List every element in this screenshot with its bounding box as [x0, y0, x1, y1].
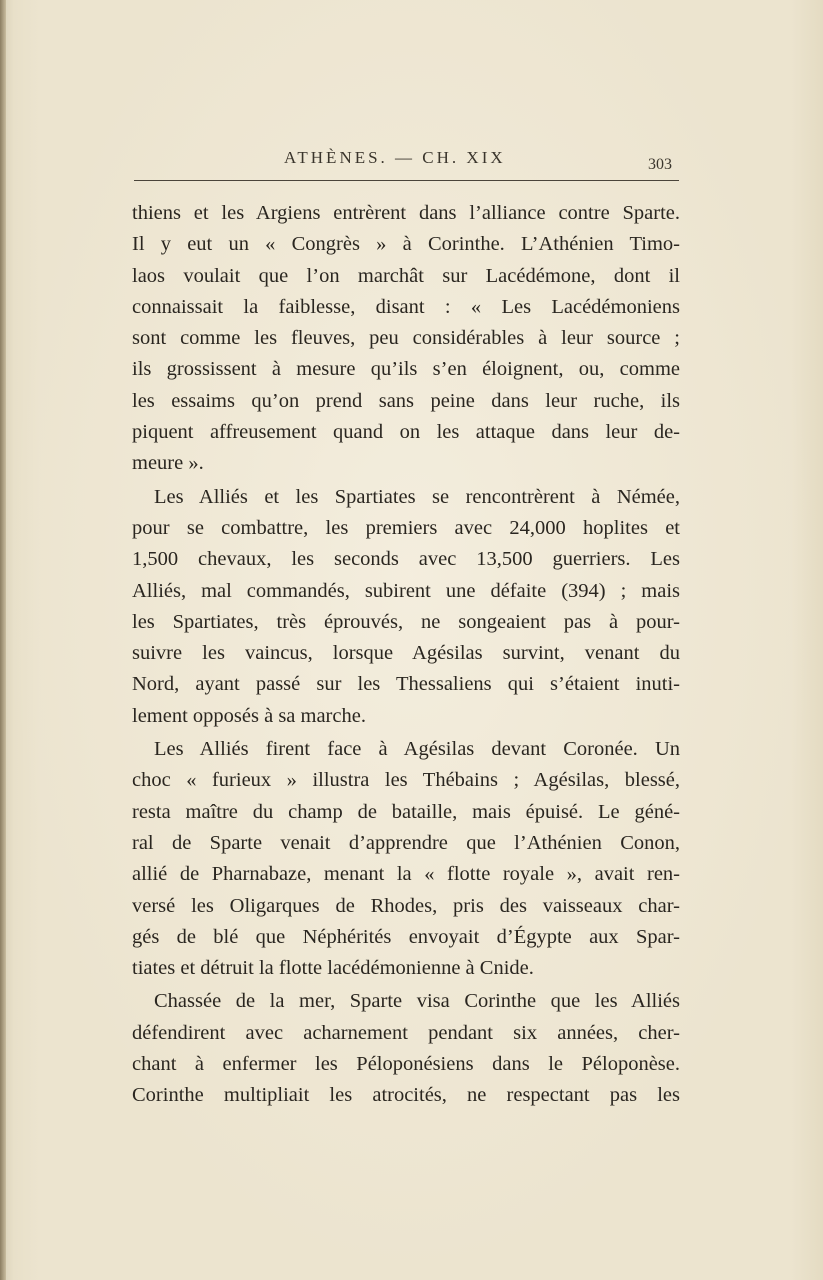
- text-line: sont comme les fleuves, peu considérables à leur source ;: [132, 327, 680, 350]
- text-line: Les Alliés et les Spartiates se rencontrèrent à Némée,: [154, 485, 680, 508]
- text-line: allié de Pharnabaze, menant la « flotte royale », avait ren-: [132, 863, 680, 886]
- text-line: tiates et détruit la flotte lacédémonienne à Cnide.: [132, 957, 534, 980]
- text-line: versé les Oligarques de Rhodes, pris des vaisseaux char-: [132, 894, 680, 917]
- text-line: les Spartiates, très éprouvés, ne songeaient pas à pour-: [132, 610, 680, 633]
- text-line: Chassée de la mer, Sparte visa Corinthe que les Alliés: [154, 990, 680, 1013]
- header-rule: [134, 180, 679, 181]
- running-head: [0, 148, 823, 178]
- text-line: les essaims qu’on prend sans peine dans leur ruche, ils: [132, 389, 680, 412]
- text-line: Les Alliés firent face à Agésilas devant Coronée. Un: [154, 738, 680, 761]
- page-number: 303: [648, 156, 672, 173]
- text-line: pour se combattre, les premiers avec 24,000 hoplites et: [132, 516, 680, 539]
- text-line: meure ».: [132, 452, 204, 475]
- text-line: lement opposés à sa marche.: [132, 704, 366, 727]
- text-line: chant à enfermer les Péloponésiens dans le Péloponèse.: [132, 1053, 680, 1076]
- text-line: piquent affreusement quand on les attaque dans leur de-: [132, 421, 680, 444]
- text-line: laos voulait que l’on marchât sur Lacédémone, dont il: [132, 264, 680, 287]
- text-line: ral de Sparte venait d’apprendre que l’Athénien Conon,: [132, 831, 680, 854]
- text-line: gés de blé que Néphérités envoyait d’Égypte aux Spar-: [132, 925, 680, 948]
- page-gutter-edge: [0, 0, 6, 1280]
- paragraph: [132, 734, 680, 984]
- text-line: Alliés, mal commandés, subirent une défaite (394) ; mais: [132, 579, 680, 602]
- running-title: ATHÈNES. — CH. XIX: [284, 148, 506, 167]
- body-text: [132, 198, 680, 1112]
- text-line: choc « furieux » illustra les Thébains ; Agésilas, blessé,: [132, 769, 680, 792]
- text-line: thiens et les Argiens entrèrent dans l’alliance contre Sparte.: [132, 202, 680, 224]
- text-line: Corinthe multipliait les atrocités, ne respectant pas les: [132, 1084, 680, 1107]
- paragraph: [132, 482, 680, 732]
- text-line: Il y eut un « Congrès » à Corinthe. L’Athénien Timo-: [132, 233, 680, 256]
- text-line: suivre les vaincus, lorsque Agésilas survint, venant du: [132, 642, 680, 665]
- text-line: défendirent avec acharnement pendant six années, cher-: [132, 1021, 680, 1044]
- paragraph: [132, 198, 680, 480]
- text-line: 1,500 chevaux, les seconds avec 13,500 guerriers. Les: [132, 548, 680, 571]
- text-line: ils grossissent à mesure qu’ils s’en éloignent, ou, comme: [132, 358, 680, 381]
- text-line: Nord, ayant passé sur les Thessaliens qui s’étaient inuti-: [132, 673, 680, 696]
- text-line: connaissait la faiblesse, disant : « Les Lacédémoniens: [132, 295, 680, 318]
- text-line: resta maître du champ de bataille, mais épuisé. Le géné-: [132, 800, 680, 823]
- paragraph: [132, 986, 680, 1111]
